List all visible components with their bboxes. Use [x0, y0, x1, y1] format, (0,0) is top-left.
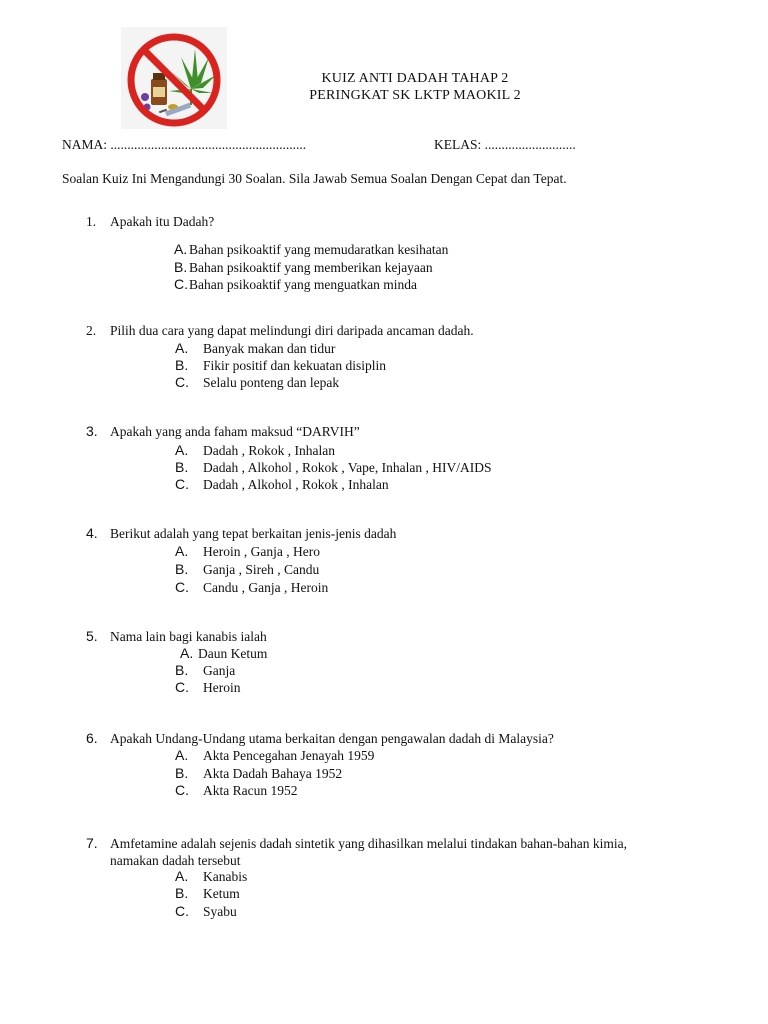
- option-text: Akta Racun 1952: [203, 783, 298, 798]
- option-letter: C.: [175, 579, 189, 595]
- option-letter: C.: [175, 903, 189, 919]
- option-text: Banyak makan dan tidur: [203, 341, 336, 356]
- question-3: [86, 423, 360, 440]
- option-letter: C.: [175, 782, 189, 798]
- instructions: Soalan Kuiz Ini Mengandungi 30 Soalan. Sila Jawab Semua Soalan Dengan Cepat dan Tepat.: [62, 171, 567, 186]
- question-text: Apakah itu Dadah?: [110, 214, 215, 229]
- q4-option-a[interactable]: [175, 543, 320, 560]
- title-line-2: PERINGKAT SK LKTP MAOKIL 2: [309, 88, 521, 103]
- option-letter: A.: [175, 442, 189, 458]
- option-text: Bahan psikoaktif yang menguatkan minda: [189, 277, 417, 292]
- q7-option-c[interactable]: [175, 903, 237, 920]
- no-drugs-sign-icon: [121, 27, 227, 129]
- q1-option-b[interactable]: [174, 259, 433, 276]
- option-text: Daun Ketum: [198, 646, 268, 661]
- q2-option-b[interactable]: [175, 357, 386, 374]
- quiz-title: [300, 70, 530, 104]
- q7-option-a[interactable]: [175, 868, 247, 885]
- q5-option-b[interactable]: [175, 662, 235, 679]
- option-letter: A.: [175, 747, 189, 763]
- question-text: Apakah yang anda faham maksud “DARVIH”: [110, 424, 360, 439]
- q4-option-c[interactable]: [175, 579, 328, 596]
- question-4: [86, 525, 396, 542]
- option-text: Akta Pencegahan Jenayah 1959: [203, 748, 375, 763]
- option-text: Syabu: [203, 904, 237, 919]
- q1-option-c[interactable]: [174, 276, 417, 293]
- option-text: Heroin , Ganja , Hero: [203, 544, 320, 559]
- q3-option-c[interactable]: [175, 476, 389, 493]
- option-letter: B.: [175, 662, 189, 678]
- question-6: [86, 730, 554, 747]
- option-letter: C.: [175, 679, 189, 695]
- option-text: Ganja: [203, 663, 236, 678]
- option-letter: C.: [175, 476, 189, 492]
- question-7: [86, 835, 627, 869]
- question-number: 2.: [86, 323, 97, 338]
- option-letter: B.: [175, 357, 189, 373]
- question-text-line-1: Amfetamine adalah sejenis dadah sintetik yang dihasilkan melalui tindakan bahan-bahan kimia,: [110, 836, 627, 851]
- q7-option-b[interactable]: [175, 885, 240, 902]
- question-2: [86, 322, 474, 339]
- option-letter: B.: [175, 561, 189, 577]
- option-letter: A.: [175, 340, 189, 356]
- q5-option-a[interactable]: [180, 645, 267, 662]
- option-letter: B.: [175, 459, 189, 475]
- q4-option-b[interactable]: [175, 561, 319, 578]
- option-letter: A.: [175, 868, 189, 884]
- option-text: Dadah , Rokok , Inhalan: [203, 443, 335, 458]
- option-text: Akta Dadah Bahaya 1952: [203, 766, 343, 781]
- question-number: 5.: [86, 628, 98, 644]
- question-1: [86, 213, 214, 230]
- question-text-line-2: namakan dadah tersebut: [110, 853, 241, 868]
- question-number: 1.: [86, 214, 97, 229]
- option-letter: B.: [174, 259, 188, 275]
- class-field[interactable]: KELAS: ...........................: [434, 137, 576, 152]
- question-text: [110, 835, 627, 869]
- question-text: Pilih dua cara yang dapat melindungi diri daripada ancaman dadah.: [110, 323, 474, 338]
- option-text: Bahan psikoaktif yang memberikan kejayaan: [189, 260, 433, 275]
- option-text: Heroin: [203, 680, 241, 695]
- option-letter: B.: [175, 885, 189, 901]
- option-text: Candu , Ganja , Heroin: [203, 580, 329, 595]
- q5-option-c[interactable]: [175, 679, 241, 696]
- option-text: Bahan psikoaktif yang memudaratkan kesihatan: [189, 242, 449, 257]
- option-text: Dadah , Alkohol , Rokok , Inhalan: [203, 477, 389, 492]
- option-text: Dadah , Alkohol , Rokok , Vape, Inhalan , HIV/AIDS: [203, 460, 492, 475]
- option-text: Selalu ponteng dan lepak: [203, 375, 340, 390]
- option-letter: A.: [175, 543, 189, 559]
- q6-option-b[interactable]: [175, 765, 342, 782]
- q2-option-c[interactable]: [175, 374, 339, 391]
- anti-drug-logo: [121, 27, 227, 129]
- question-number: 4.: [86, 525, 98, 541]
- question-text: Berikut adalah yang tepat berkaitan jenis-jenis dadah: [110, 526, 397, 541]
- option-letter: B.: [175, 765, 189, 781]
- option-letter: A.: [174, 241, 188, 257]
- question-text: Nama lain bagi kanabis ialah: [110, 629, 267, 644]
- q2-option-a[interactable]: [175, 340, 335, 357]
- title-line-1: KUIZ ANTI DADAH TAHAP 2: [321, 71, 509, 86]
- q3-option-b[interactable]: [175, 459, 491, 476]
- question-number: 7.: [86, 835, 98, 851]
- option-text: Ganja , Sireh , Candu: [203, 562, 320, 577]
- q3-option-a[interactable]: [175, 442, 335, 459]
- option-text: Ketum: [203, 886, 240, 901]
- question-5: [86, 628, 267, 645]
- q1-option-a[interactable]: [174, 241, 448, 258]
- option-letter: C.: [175, 374, 189, 390]
- option-letter: C.: [174, 276, 188, 292]
- q6-option-a[interactable]: [175, 747, 374, 764]
- question-text: Apakah Undang-Undang utama berkaitan dengan pengawalan dadah di Malaysia?: [110, 731, 554, 746]
- option-letter: A.: [180, 645, 194, 661]
- question-number: 6.: [86, 730, 98, 746]
- q6-option-c[interactable]: [175, 782, 297, 799]
- question-number: 3.: [86, 423, 98, 439]
- name-field[interactable]: NAMA: ..........................................................: [62, 137, 307, 152]
- option-text: Kanabis: [203, 869, 248, 884]
- pill-bottle-icon: [151, 73, 167, 105]
- option-text: Fikir positif dan kekuatan disiplin: [203, 358, 386, 373]
